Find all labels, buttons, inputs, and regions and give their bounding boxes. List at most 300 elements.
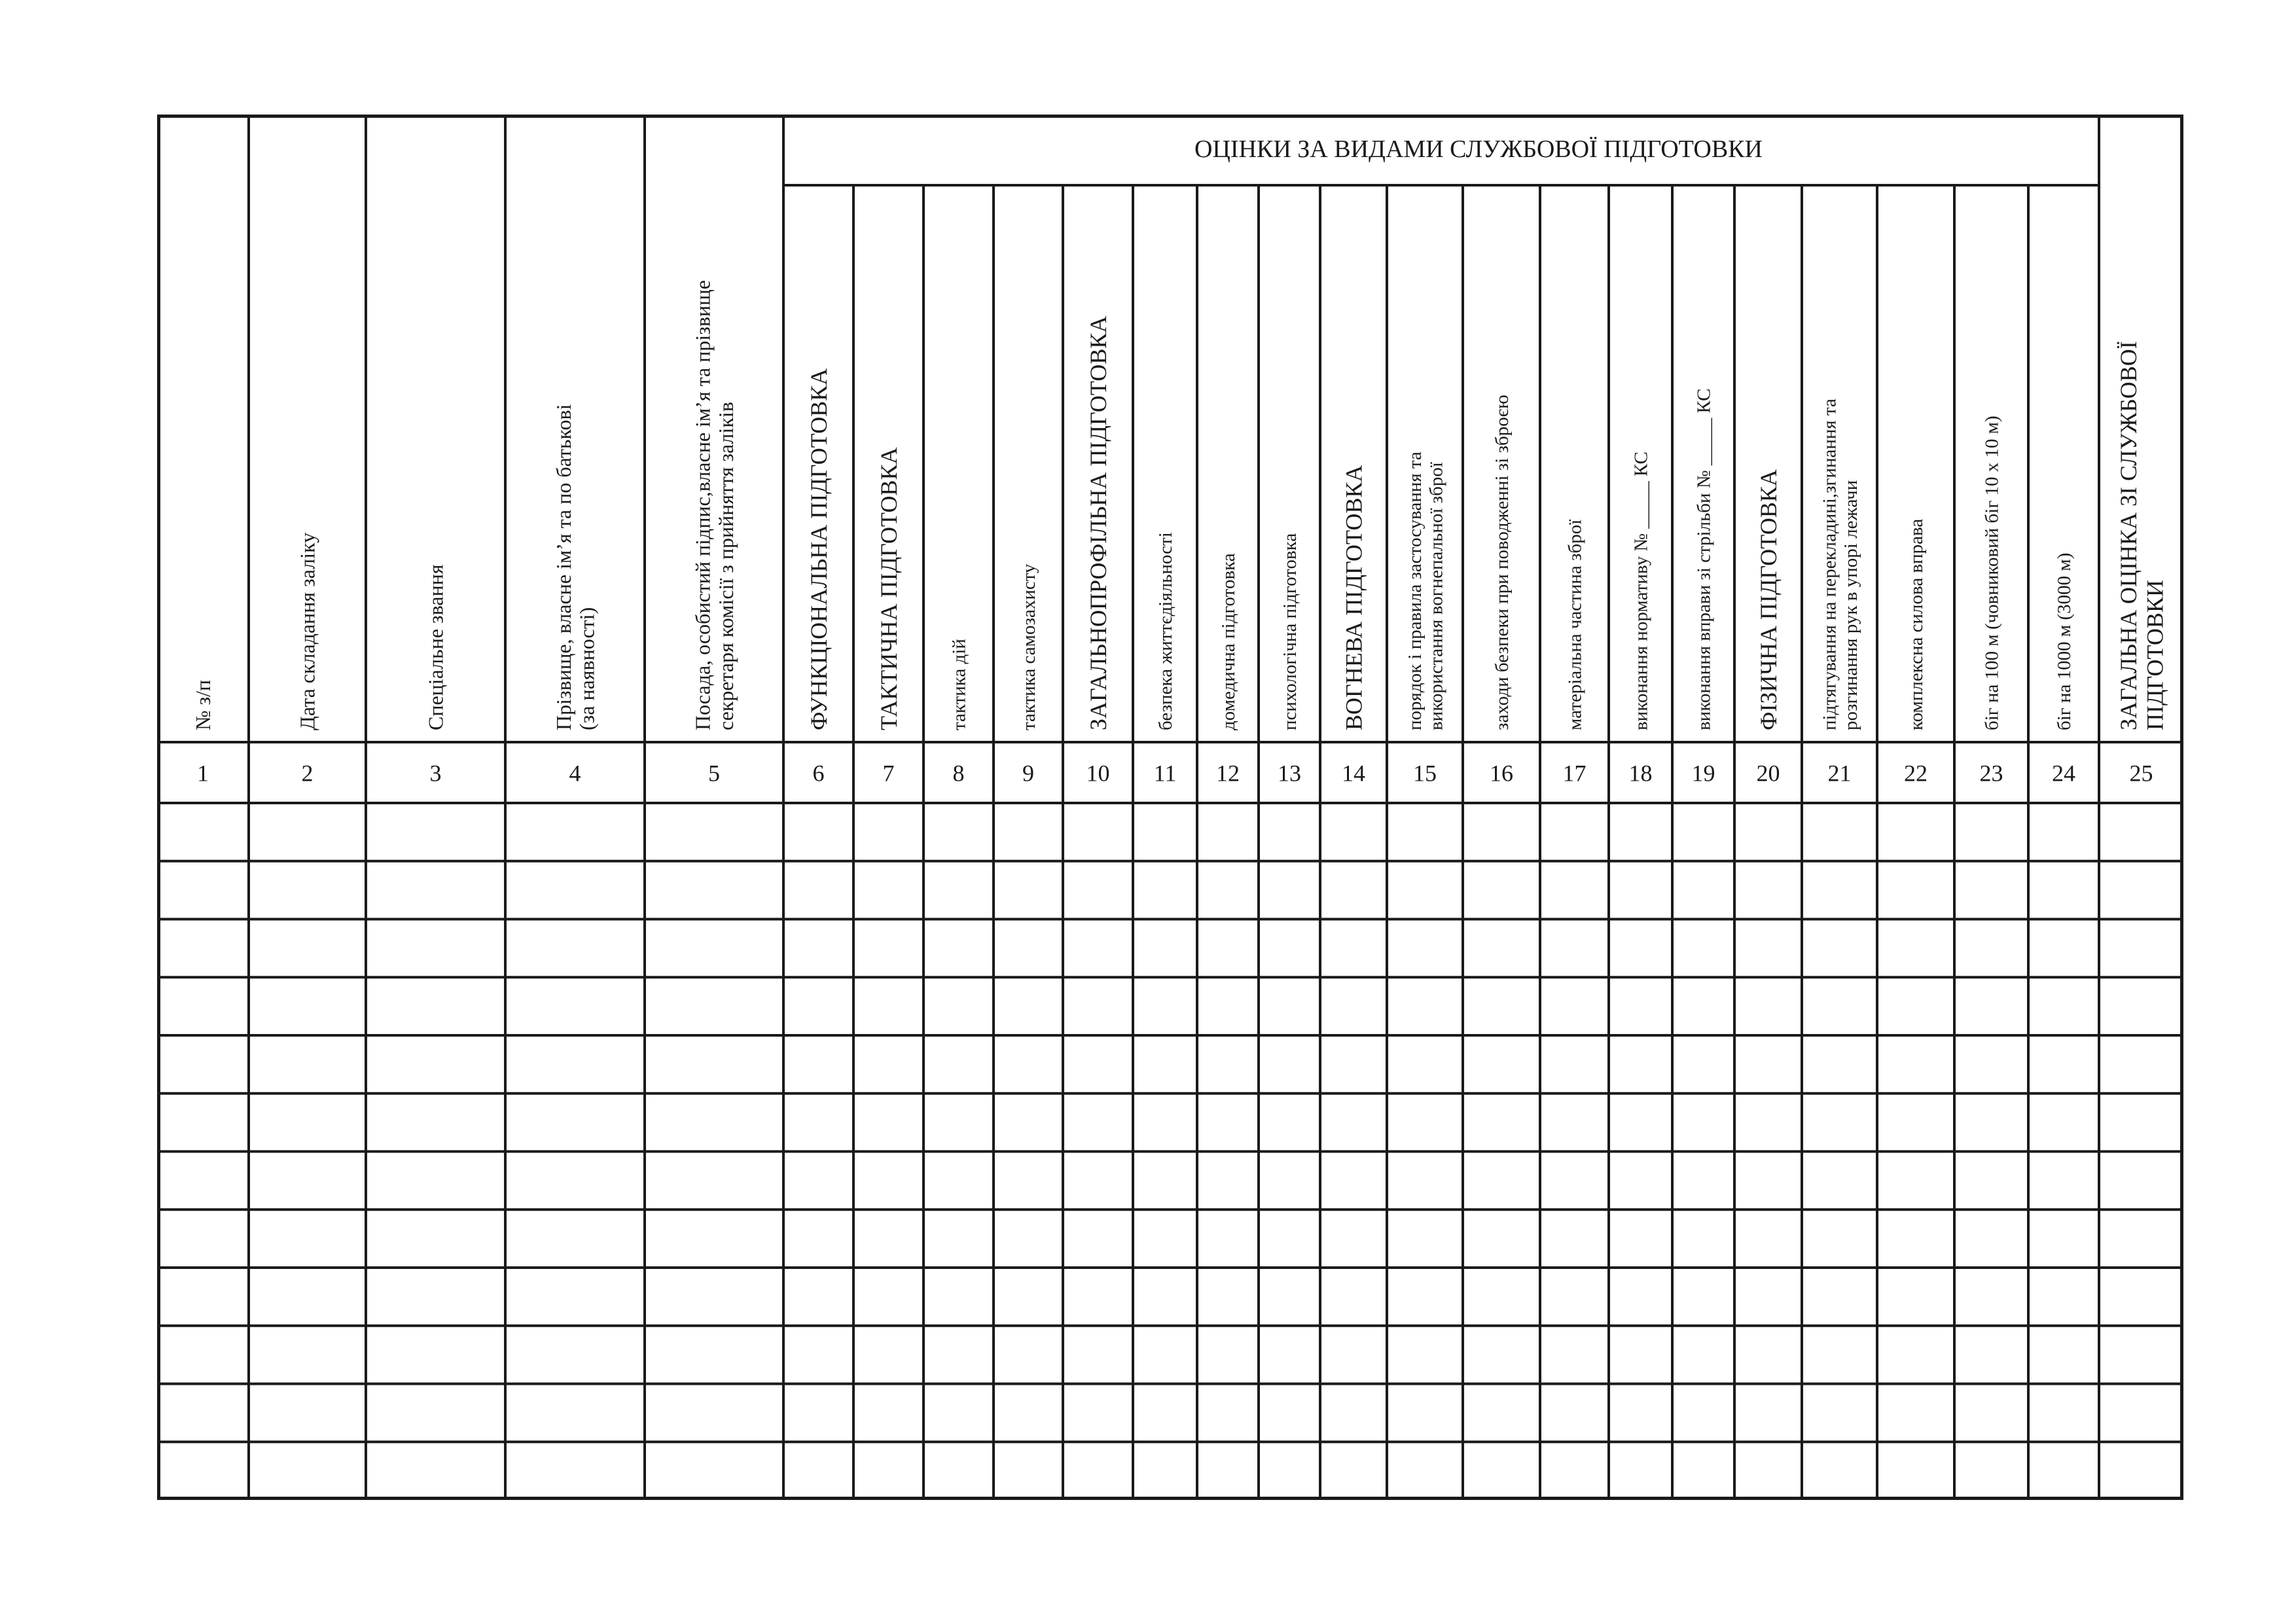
table-cell[interactable] (2030, 805, 2097, 859)
table-cell[interactable] (996, 1096, 1061, 1150)
table-cell[interactable] (1465, 1444, 1538, 1498)
table-cell[interactable] (2030, 1096, 2097, 1150)
table-cell[interactable] (507, 1154, 643, 1208)
table-cell[interactable] (855, 1154, 922, 1208)
table-cell[interactable] (1135, 863, 1195, 918)
table-cell[interactable] (368, 863, 503, 918)
table-cell[interactable] (251, 921, 364, 976)
table-cell[interactable] (159, 1444, 247, 1498)
table-cell[interactable] (1389, 979, 1461, 1033)
table-cell[interactable] (855, 979, 922, 1033)
table-cell[interactable] (1199, 1328, 1257, 1382)
table-cell[interactable] (785, 979, 852, 1033)
table-cell[interactable] (785, 1444, 852, 1498)
table-cell[interactable] (1322, 1270, 1385, 1324)
table-cell[interactable] (1611, 979, 1670, 1033)
table-cell[interactable] (251, 1386, 364, 1440)
table-cell[interactable] (1674, 1386, 1732, 1440)
table-cell[interactable] (1065, 979, 1131, 1033)
table-cell[interactable] (647, 1211, 781, 1266)
table-cell[interactable] (925, 1270, 992, 1324)
table-cell[interactable] (159, 863, 247, 918)
table-cell[interactable] (2101, 921, 2181, 976)
table-cell[interactable] (996, 1154, 1061, 1208)
table-cell[interactable] (647, 921, 781, 976)
table-cell[interactable] (159, 921, 247, 976)
table-cell[interactable] (368, 1444, 503, 1498)
table-cell[interactable] (507, 805, 643, 859)
table-cell[interactable] (1261, 1444, 1318, 1498)
table-cell[interactable] (1261, 1270, 1318, 1324)
table-cell[interactable] (1956, 1328, 2026, 1382)
table-cell[interactable] (1465, 1270, 1538, 1324)
table-cell[interactable] (2101, 979, 2181, 1033)
table-cell[interactable] (1804, 1444, 1875, 1498)
table-cell[interactable] (1736, 1270, 1800, 1324)
table-cell[interactable] (368, 1211, 503, 1266)
table-cell[interactable] (1135, 1154, 1195, 1208)
table-cell[interactable] (647, 979, 781, 1033)
table-cell[interactable] (251, 1096, 364, 1150)
table-cell[interactable] (1736, 805, 1800, 859)
table-cell[interactable] (1389, 921, 1461, 976)
table-cell[interactable] (368, 1386, 503, 1440)
table-cell[interactable] (1065, 1211, 1131, 1266)
table-cell[interactable] (1322, 921, 1385, 976)
table-cell[interactable] (1135, 979, 1195, 1033)
table-cell[interactable] (1804, 1270, 1875, 1324)
table-cell[interactable] (1542, 805, 1607, 859)
table-cell[interactable] (1956, 863, 2026, 918)
table-cell[interactable] (507, 1444, 643, 1498)
table-cell[interactable] (1065, 1444, 1131, 1498)
table-cell[interactable] (1611, 1386, 1670, 1440)
table-cell[interactable] (925, 1154, 992, 1208)
table-cell[interactable] (996, 1037, 1061, 1092)
table-cell[interactable] (1261, 1328, 1318, 1382)
table-cell[interactable] (2030, 1211, 2097, 1266)
table-cell[interactable] (1674, 1037, 1732, 1092)
table-cell[interactable] (1956, 805, 2026, 859)
table-cell[interactable] (1389, 863, 1461, 918)
table-cell[interactable] (1322, 863, 1385, 918)
table-cell[interactable] (251, 1328, 364, 1382)
table-cell[interactable] (1736, 1386, 1800, 1440)
table-cell[interactable] (1261, 805, 1318, 859)
table-cell[interactable] (2030, 1270, 2097, 1324)
table-cell[interactable] (1199, 863, 1257, 918)
table-cell[interactable] (1135, 1270, 1195, 1324)
table-cell[interactable] (647, 863, 781, 918)
table-cell[interactable] (1465, 1096, 1538, 1150)
table-cell[interactable] (507, 1096, 643, 1150)
table-cell[interactable] (368, 921, 503, 976)
table-cell[interactable] (996, 1386, 1061, 1440)
table-cell[interactable] (1065, 1270, 1131, 1324)
table-cell[interactable] (1261, 921, 1318, 976)
table-cell[interactable] (159, 805, 247, 859)
table-cell[interactable] (1135, 1211, 1195, 1266)
table-cell[interactable] (159, 1154, 247, 1208)
table-cell[interactable] (925, 1444, 992, 1498)
table-cell[interactable] (1956, 1154, 2026, 1208)
table-cell[interactable] (1135, 921, 1195, 976)
table-cell[interactable] (1065, 1154, 1131, 1208)
table-cell[interactable] (1804, 1037, 1875, 1092)
table-cell[interactable] (159, 979, 247, 1033)
table-cell[interactable] (1674, 1154, 1732, 1208)
table-cell[interactable] (1465, 1037, 1538, 1092)
table-cell[interactable] (785, 1386, 852, 1440)
table-cell[interactable] (1736, 863, 1800, 918)
table-cell[interactable] (1879, 1386, 1952, 1440)
table-cell[interactable] (1135, 805, 1195, 859)
table-cell[interactable] (1736, 1096, 1800, 1150)
table-cell[interactable] (1261, 1037, 1318, 1092)
table-cell[interactable] (1322, 1328, 1385, 1382)
table-cell[interactable] (368, 979, 503, 1033)
table-cell[interactable] (1611, 1270, 1670, 1324)
table-cell[interactable] (1804, 1154, 1875, 1208)
table-cell[interactable] (1879, 1037, 1952, 1092)
table-cell[interactable] (368, 1328, 503, 1382)
table-cell[interactable] (1879, 1211, 1952, 1266)
table-cell[interactable] (2101, 1154, 2181, 1208)
table-cell[interactable] (507, 1270, 643, 1324)
table-cell[interactable] (507, 1328, 643, 1382)
table-cell[interactable] (785, 1154, 852, 1208)
table-cell[interactable] (159, 1211, 247, 1266)
table-cell[interactable] (785, 1211, 852, 1266)
table-cell[interactable] (855, 1444, 922, 1498)
table-cell[interactable] (1065, 1096, 1131, 1150)
table-cell[interactable] (925, 1328, 992, 1382)
table-cell[interactable] (2101, 1211, 2181, 1266)
table-cell[interactable] (785, 1096, 852, 1150)
table-cell[interactable] (996, 979, 1061, 1033)
table-cell[interactable] (925, 805, 992, 859)
table-cell[interactable] (1199, 805, 1257, 859)
table-cell[interactable] (1674, 979, 1732, 1033)
table-cell[interactable] (647, 1270, 781, 1324)
table-cell[interactable] (855, 921, 922, 976)
table-cell[interactable] (1674, 1270, 1732, 1324)
table-cell[interactable] (1322, 1211, 1385, 1266)
table-cell[interactable] (1261, 1211, 1318, 1266)
table-cell[interactable] (1542, 1328, 1607, 1382)
table-cell[interactable] (368, 1037, 503, 1092)
table-cell[interactable] (647, 1037, 781, 1092)
table-cell[interactable] (785, 1328, 852, 1382)
table-cell[interactable] (1135, 1037, 1195, 1092)
table-cell[interactable] (1199, 1386, 1257, 1440)
table-cell[interactable] (1322, 1386, 1385, 1440)
table-cell[interactable] (925, 979, 992, 1033)
table-cell[interactable] (855, 863, 922, 918)
table-cell[interactable] (1322, 805, 1385, 859)
table-cell[interactable] (1674, 1211, 1732, 1266)
table-cell[interactable] (1199, 979, 1257, 1033)
table-cell[interactable] (1736, 979, 1800, 1033)
table-cell[interactable] (2101, 805, 2181, 859)
table-cell[interactable] (251, 1154, 364, 1208)
table-cell[interactable] (1674, 1444, 1732, 1498)
table-cell[interactable] (996, 1270, 1061, 1324)
table-cell[interactable] (925, 1096, 992, 1150)
table-cell[interactable] (996, 1211, 1061, 1266)
table-cell[interactable] (647, 1444, 781, 1498)
table-cell[interactable] (1065, 863, 1131, 918)
table-cell[interactable] (2101, 1037, 2181, 1092)
table-cell[interactable] (1261, 979, 1318, 1033)
table-cell[interactable] (1956, 1096, 2026, 1150)
table-cell[interactable] (1322, 1096, 1385, 1150)
table-cell[interactable] (159, 1386, 247, 1440)
table-cell[interactable] (1804, 921, 1875, 976)
table-cell[interactable] (1879, 1328, 1952, 1382)
table-cell[interactable] (1611, 921, 1670, 976)
table-cell[interactable] (996, 863, 1061, 918)
table-cell[interactable] (1736, 1211, 1800, 1266)
table-cell[interactable] (1135, 1328, 1195, 1382)
table-cell[interactable] (2030, 1444, 2097, 1498)
table-cell[interactable] (855, 1386, 922, 1440)
table-cell[interactable] (2101, 1444, 2181, 1498)
table-cell[interactable] (855, 805, 922, 859)
table-cell[interactable] (159, 1096, 247, 1150)
table-cell[interactable] (1674, 1096, 1732, 1150)
table-cell[interactable] (1542, 979, 1607, 1033)
table-cell[interactable] (1611, 1037, 1670, 1092)
table-cell[interactable] (368, 1096, 503, 1150)
table-cell[interactable] (647, 1386, 781, 1440)
table-cell[interactable] (647, 1328, 781, 1382)
table-cell[interactable] (1199, 1444, 1257, 1498)
table-cell[interactable] (1199, 1096, 1257, 1150)
table-cell[interactable] (1804, 1211, 1875, 1266)
table-cell[interactable] (1956, 1270, 2026, 1324)
table-cell[interactable] (1322, 979, 1385, 1033)
table-cell[interactable] (159, 1328, 247, 1382)
table-cell[interactable] (1261, 863, 1318, 918)
table-cell[interactable] (368, 1270, 503, 1324)
table-cell[interactable] (1542, 1386, 1607, 1440)
table-cell[interactable] (855, 1270, 922, 1324)
table-cell[interactable] (1674, 921, 1732, 976)
table-cell[interactable] (2101, 1270, 2181, 1324)
table-cell[interactable] (2101, 863, 2181, 918)
table-cell[interactable] (1322, 1154, 1385, 1208)
table-cell[interactable] (1879, 1154, 1952, 1208)
table-cell[interactable] (1065, 1037, 1131, 1092)
table-cell[interactable] (1465, 805, 1538, 859)
table-cell[interactable] (1465, 1154, 1538, 1208)
table-cell[interactable] (1804, 1386, 1875, 1440)
table-cell[interactable] (1956, 1037, 2026, 1092)
table-cell[interactable] (1199, 1154, 1257, 1208)
table-cell[interactable] (1736, 1328, 1800, 1382)
table-cell[interactable] (1199, 1270, 1257, 1324)
table-cell[interactable] (855, 1328, 922, 1382)
table-cell[interactable] (1879, 1444, 1952, 1498)
table-cell[interactable] (855, 1211, 922, 1266)
table-cell[interactable] (507, 979, 643, 1033)
table-cell[interactable] (647, 805, 781, 859)
table-cell[interactable] (1199, 1037, 1257, 1092)
table-cell[interactable] (996, 921, 1061, 976)
table-cell[interactable] (2030, 1154, 2097, 1208)
table-cell[interactable] (1542, 863, 1607, 918)
table-cell[interactable] (1065, 805, 1131, 859)
table-cell[interactable] (1804, 1328, 1875, 1382)
table-cell[interactable] (1804, 1096, 1875, 1150)
table-cell[interactable] (1804, 863, 1875, 918)
table-cell[interactable] (1879, 1096, 1952, 1150)
table-cell[interactable] (2030, 979, 2097, 1033)
table-cell[interactable] (251, 1270, 364, 1324)
table-cell[interactable] (1879, 805, 1952, 859)
table-cell[interactable] (1674, 805, 1732, 859)
table-cell[interactable] (1465, 921, 1538, 976)
table-cell[interactable] (1065, 1386, 1131, 1440)
table-cell[interactable] (647, 1096, 781, 1150)
table-cell[interactable] (1465, 979, 1538, 1033)
table-cell[interactable] (1199, 1211, 1257, 1266)
table-cell[interactable] (251, 1444, 364, 1498)
table-cell[interactable] (1879, 921, 1952, 976)
table-cell[interactable] (1542, 1211, 1607, 1266)
table-cell[interactable] (925, 863, 992, 918)
table-cell[interactable] (1389, 1328, 1461, 1382)
table-cell[interactable] (1322, 1444, 1385, 1498)
table-cell[interactable] (1956, 1211, 2026, 1266)
table-cell[interactable] (1465, 1386, 1538, 1440)
table-cell[interactable] (925, 921, 992, 976)
table-cell[interactable] (1611, 863, 1670, 918)
table-cell[interactable] (2101, 1328, 2181, 1382)
table-cell[interactable] (1879, 863, 1952, 918)
table-cell[interactable] (1542, 1037, 1607, 1092)
table-cell[interactable] (1674, 863, 1732, 918)
table-cell[interactable] (2030, 921, 2097, 976)
table-cell[interactable] (1389, 805, 1461, 859)
table-cell[interactable] (251, 979, 364, 1033)
table-cell[interactable] (1135, 1444, 1195, 1498)
table-cell[interactable] (1542, 1270, 1607, 1324)
table-cell[interactable] (1956, 1444, 2026, 1498)
table-cell[interactable] (1542, 1444, 1607, 1498)
table-cell[interactable] (507, 921, 643, 976)
table-cell[interactable] (368, 805, 503, 859)
table-cell[interactable] (1736, 1154, 1800, 1208)
table-cell[interactable] (1199, 921, 1257, 976)
table-cell[interactable] (1611, 805, 1670, 859)
table-cell[interactable] (855, 1096, 922, 1150)
table-cell[interactable] (251, 1211, 364, 1266)
table-cell[interactable] (1611, 1096, 1670, 1150)
table-cell[interactable] (1465, 1328, 1538, 1382)
table-cell[interactable] (507, 1211, 643, 1266)
table-cell[interactable] (785, 805, 852, 859)
table-cell[interactable] (1879, 1270, 1952, 1324)
table-cell[interactable] (925, 1211, 992, 1266)
table-cell[interactable] (1065, 921, 1131, 976)
table-cell[interactable] (507, 863, 643, 918)
table-cell[interactable] (996, 805, 1061, 859)
table-cell[interactable] (1611, 1328, 1670, 1382)
table-cell[interactable] (1611, 1444, 1670, 1498)
table-cell[interactable] (1389, 1211, 1461, 1266)
table-cell[interactable] (1611, 1211, 1670, 1266)
table-cell[interactable] (2030, 1037, 2097, 1092)
table-cell[interactable] (996, 1444, 1061, 1498)
table-cell[interactable] (159, 1270, 247, 1324)
table-cell[interactable] (507, 1386, 643, 1440)
table-cell[interactable] (2101, 1386, 2181, 1440)
table-cell[interactable] (1465, 1211, 1538, 1266)
table-cell[interactable] (1261, 1386, 1318, 1440)
table-cell[interactable] (1956, 1386, 2026, 1440)
table-cell[interactable] (855, 1037, 922, 1092)
table-cell[interactable] (2101, 1096, 2181, 1150)
table-cell[interactable] (251, 805, 364, 859)
table-cell[interactable] (159, 1037, 247, 1092)
table-cell[interactable] (1956, 979, 2026, 1033)
table-cell[interactable] (1736, 1444, 1800, 1498)
table-cell[interactable] (1879, 979, 1952, 1033)
table-cell[interactable] (1261, 1096, 1318, 1150)
table-cell[interactable] (1736, 921, 1800, 976)
table-cell[interactable] (1736, 1037, 1800, 1092)
table-cell[interactable] (1542, 921, 1607, 976)
table-cell[interactable] (1389, 1444, 1461, 1498)
table-cell[interactable] (1389, 1270, 1461, 1324)
table-cell[interactable] (647, 1154, 781, 1208)
table-cell[interactable] (996, 1328, 1061, 1382)
table-cell[interactable] (1322, 1037, 1385, 1092)
table-cell[interactable] (2030, 863, 2097, 918)
table-cell[interactable] (1804, 979, 1875, 1033)
table-cell[interactable] (1389, 1096, 1461, 1150)
table-cell[interactable] (925, 1386, 992, 1440)
table-cell[interactable] (925, 1037, 992, 1092)
table-cell[interactable] (2030, 1386, 2097, 1440)
table-cell[interactable] (785, 1270, 852, 1324)
table-cell[interactable] (1065, 1328, 1131, 1382)
table-cell[interactable] (1389, 1037, 1461, 1092)
table-cell[interactable] (251, 1037, 364, 1092)
table-cell[interactable] (1956, 921, 2026, 976)
table-cell[interactable] (1261, 1154, 1318, 1208)
table-cell[interactable] (785, 863, 852, 918)
table-cell[interactable] (1611, 1154, 1670, 1208)
table-cell[interactable] (2030, 1328, 2097, 1382)
table-cell[interactable] (1389, 1386, 1461, 1440)
table-cell[interactable] (1135, 1386, 1195, 1440)
table-cell[interactable] (1804, 805, 1875, 859)
table-cell[interactable] (1135, 1096, 1195, 1150)
table-cell[interactable] (785, 921, 852, 976)
table-cell[interactable] (1542, 1096, 1607, 1150)
table-cell[interactable] (507, 1037, 643, 1092)
table-cell[interactable] (1674, 1328, 1732, 1382)
table-cell[interactable] (1389, 1154, 1461, 1208)
table-cell[interactable] (785, 1037, 852, 1092)
table-cell[interactable] (1542, 1154, 1607, 1208)
table-cell[interactable] (368, 1154, 503, 1208)
table-cell[interactable] (251, 863, 364, 918)
table-cell[interactable] (1465, 863, 1538, 918)
